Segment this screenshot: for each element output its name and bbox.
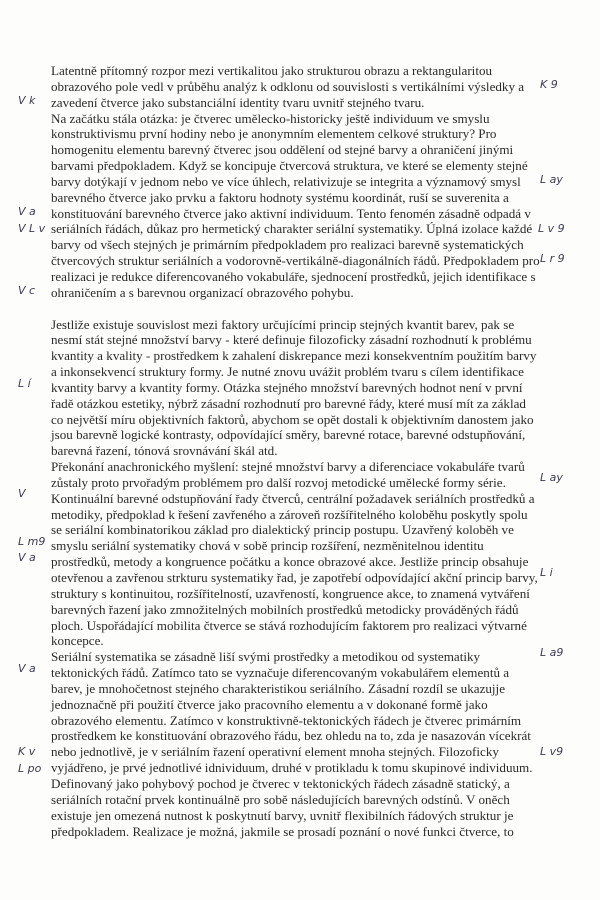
text-line: Latentně přítomný rozpor mezi vertikalitou jako strukturou obrazu a rektangularitou: [51, 63, 493, 78]
text-line: co největší míru objektivních faktorů, abychom se opět dostali k objektivním danostem jako: [51, 411, 534, 427]
text-line: barvy dotýkají v jednom nebo ve více úhlech, relativizuje se integrita a významový smysl: [51, 173, 521, 189]
text-line: realizaci je redukce diferencovaného vokabuláře, sjednocení prostředků, jejich identifikace s: [51, 268, 536, 284]
text-line: koncepce.: [51, 633, 104, 649]
text-line: jednoznačně při použití čtverce jako pracovního elementu a v dokonané formě jako: [51, 696, 488, 712]
text-line: kvantity a kvality - prostředkem k zahalení diskrepance mezi konsekventním použitím barvy: [51, 348, 537, 364]
document-body: [51, 63, 540, 839]
handwritten-margin-note: V c: [18, 284, 36, 297]
text-line: vyjádřeno, je prvé jednotlivé idnividuum, druhé v protikladu k tomu skupinové individuum.: [51, 760, 533, 776]
text-line: obrazového pole vedl v průběhu analýz k odklonu od souvislosti s vertikálními výsledky a: [51, 78, 525, 94]
text-line: zůstaly proto prvořadým problémem pro další rozvoj metodické umělecké formy série.: [51, 474, 506, 490]
text-line: obrazového elementu. Zatímco v konstruktivně-tektonických řádech je čtverec primárním: [51, 712, 522, 728]
text-line: barevná řazení, tónová srovnávání škál atd.: [51, 443, 278, 459]
handwritten-margin-note: K v: [18, 745, 36, 758]
text-line: smyslu seriální systematiky chová v sobě princip rozšíření, nezměnitelnou identitu: [51, 538, 484, 554]
text-line: metodiky, předpoklad k řešení zavřeného a zároveň rozšířitelného koloběhu poskytly spolu: [51, 506, 528, 522]
text-line: seriálních řádách, důkaz pro hermetický charakter seriální systematiky. Úplná izolace každé: [51, 221, 533, 237]
handwritten-margin-note: L m9: [18, 535, 46, 548]
text-line: struktury s kontinuitou, rozšířitelností, uzavřeností, kongruence akce, to znamená vytváření: [51, 585, 530, 601]
text-line: prostředkem ke konstituování obrazového řádu, bez ohledu na to, zda je nasazován vícekrát: [51, 728, 531, 744]
text-line: konstruktivismu první hodiny nebo je anonymním elementem celkové struktury? Pro: [51, 126, 497, 142]
text-line: barevného čtverce jako prvku a faktoru hodnoty systému koordinát, ruší se suverenita a: [51, 189, 509, 205]
handwritten-margin-note: L v 9: [538, 222, 565, 235]
text-line: předpokladem. Realizace je možná, jakmile se prosadí poznání o nové funkci čtverce, to: [51, 823, 514, 839]
text-line: tektonických řádů. Zatímco tato se vyznačuje diferencovaným vokabulářem elementů a: [51, 665, 510, 681]
handwritten-margin-note: L po: [18, 762, 42, 775]
text-line: Jestliže existuje souvislost mezi faktory určujícími princip stejných kvantit barev, pak se: [51, 316, 515, 332]
text-line: konstituování barevného čtverce jako aktivní individuum. Tento fenomén zásadně odpadá v: [51, 205, 531, 221]
text-line: Na začátku stála otázka: je čtverec umělecko-historicky ještě individuum ve smyslu: [51, 110, 490, 126]
text-line: barevných řazení jako zmnožitelných mobilních prostředků metodicky prováděných řádů: [51, 601, 519, 617]
paragraph-gap: [51, 301, 540, 317]
handwritten-margin-note: L r 9: [540, 252, 565, 265]
text-line: Seriální systematika se zásadně liší svými prostředky a metodikou od systematiky: [51, 649, 481, 665]
text-line: existuje jen omezená nutnost k poskytnutí barvy, uvnitř flexibilních řádových struktur je: [51, 807, 514, 823]
text-line: homogenitu elementu barevný čtverec jsou oddělení od stejné barvy a ohraničení jinými: [51, 142, 514, 158]
text-line: Kontinuální barevné odstupňování řady čtverců, centrální požadavek seriálních prostředků a: [51, 490, 535, 506]
text-line: a inkonsekvencí struktury formy. Je nutné znovu uvážit problém tvaru s cílem identifikace: [51, 364, 524, 380]
handwritten-margin-note: K 9: [540, 78, 558, 91]
text-line: barvy od všech stejných je primárním předpokladem pro realizaci barevně systematických: [51, 237, 524, 253]
handwritten-margin-note: V a: [18, 551, 36, 564]
text-line: řadě otázkou estetiky, nýbrž zásadní rozhodnutí pro barevné řády, které musí mít za základ: [51, 395, 526, 411]
text-line: nesmí stát stejné množství barvy - které definuje filozoficky zásadní rozhodnutí k problému: [51, 332, 532, 348]
text-line: nebo jednotlivě, je v seriálním řazení operativní element mnoha stejných. Filozoficky: [51, 744, 499, 760]
text-line: jsou barevně logické kontrasty, odpovídající směry, barevné rotace, barevné odstupňování,: [51, 427, 526, 443]
text-line: ploch. Uspořádající mobilita čtverce se stává rozhodujícím faktorem pro realizaci výtvarné: [51, 617, 527, 633]
handwritten-margin-note: V: [18, 487, 26, 500]
handwritten-margin-note: V a: [18, 205, 36, 218]
text-line: zavedení čtverce jako substanciální identity tvaru uvnitř stejného tvaru.: [51, 94, 425, 110]
text-line: seriálních rotační prvek kontinuálně pro sobě následujících barevných odstínů. V oněch: [51, 791, 510, 807]
handwritten-margin-note: L a9: [540, 646, 564, 659]
text-line: barvami předpokladem. Když se koncipuje čtvercová struktura, ve které se elementy stejné: [51, 158, 528, 174]
text-line: ohraničením a s barevnou organizací obrazového pohybu.: [51, 284, 354, 300]
handwritten-margin-note: L í: [18, 377, 31, 390]
text-line: Překonání anachronického myšlení: stejné množství barvy a diferenciace vokabuláře tvarů: [51, 459, 525, 475]
text-line: prostředků, metody a kongruence počátku a konce obrazové akce. Jestliže princip obsahuje: [51, 554, 529, 570]
handwritten-margin-note: L ay: [540, 173, 563, 186]
handwritten-margin-note: L i: [540, 566, 553, 579]
handwritten-margin-note: L v9: [540, 745, 564, 758]
handwritten-margin-note: L ay: [540, 471, 563, 484]
text-line: čtvercových struktur seriálních a vodorovně-vertikálně-diagonálních řádů. Předpokladem pro: [51, 253, 540, 269]
handwritten-margin-note: V k: [18, 94, 36, 107]
text-line: otevřenou a zavřenou strkturu systematiky řad, je zapotřebí odpovídající akční princip barvy,: [51, 570, 538, 585]
text-line: se seriální kombinatorikou základ pro dialektický princip postupu. Uzavřený koloběh ve: [51, 522, 514, 538]
text-line: Definovaný jako pohybový pochod je čtverec v tektonických řádech zásadně statický, a: [51, 775, 510, 791]
handwritten-margin-note: V L v: [18, 222, 46, 235]
text-line: barev, je mnohočetnost stejného charakteristikou seriálního. Zásadní rozdíl se ukazujje: [51, 680, 506, 696]
text-line: kvantity barvy a kvantity formy. Otázka stejného množství barevných hodnot není v první: [51, 379, 523, 395]
handwritten-margin-note: V a: [18, 662, 36, 675]
